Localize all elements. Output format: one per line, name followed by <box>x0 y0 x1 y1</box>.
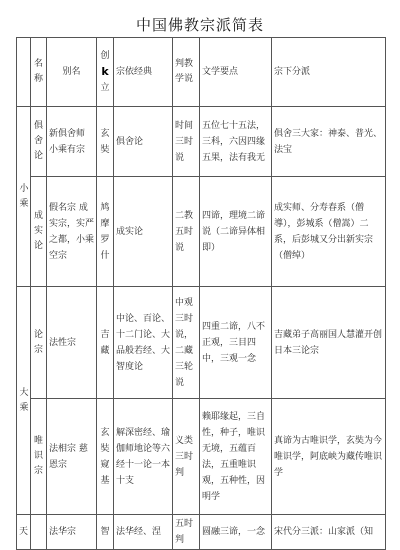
group-tian: 天 <box>17 515 31 550</box>
row-branches: 成实师、分寿春系（僧導），彭城系（僧嵩）二系，后彭城又分出新实宗（僧绰） <box>272 177 386 287</box>
table-row <box>17 287 386 399</box>
row-scripture: 解深密经、瑜伽师地论等六经十一论一本十支 <box>114 399 173 515</box>
row-doctrine: 四重二谛，八不正观，三目四中，三观一念 <box>200 287 272 399</box>
table-row <box>17 399 386 515</box>
header-name: 名称 <box>31 38 47 107</box>
row-name <box>31 515 47 550</box>
row-founder: 玄奘窥基 <box>97 399 114 515</box>
header-founder-k: k <box>101 64 109 78</box>
row-critique: 时间三时说 <box>173 107 200 177</box>
row-branches: 俱舍三大家：神泰、普光、法宝 <box>272 107 386 177</box>
header-founder-top: 创 <box>100 50 110 61</box>
row-name: 成实论 <box>31 177 47 287</box>
group-xiaocheng: 小乘 <box>17 107 31 287</box>
header-doctrine: 文学要点 <box>200 38 272 107</box>
header-critique: 判教学说 <box>173 38 200 107</box>
row-critique: 五时判 <box>173 515 200 550</box>
row-scripture: 俱舍论 <box>114 107 173 177</box>
row-branches: 吉藏弟子高丽国人慧灌开创日本三论宗 <box>272 287 386 399</box>
header-group-blank <box>17 38 31 107</box>
row-alias: 法性宗 <box>47 287 97 399</box>
row-name: 俱舍论 <box>31 107 47 177</box>
header-row <box>17 38 386 107</box>
row-critique: 二教五时说 <box>173 177 200 287</box>
row-alias: 法华宗 <box>47 515 97 550</box>
row-alias: 新俱舍师 小乘有宗 <box>47 107 97 177</box>
row-name: 唯识宗 <box>31 399 47 515</box>
page-title: 中国佛教宗派简表 <box>135 16 264 34</box>
row-founder: 玄奘 <box>97 107 114 177</box>
row-founder: 吉藏 <box>97 287 114 399</box>
row-scripture: 法华经、涅 <box>114 515 173 550</box>
row-name: 论宗 <box>31 287 47 399</box>
row-doctrine: 五位七十五法，三科，六因四缘五果，法有我无 <box>200 107 272 177</box>
row-founder: 鸠摩罗什 <box>97 177 114 287</box>
row-scripture: 中论、百论、十二门论、大品般若经、大智度论 <box>114 287 173 399</box>
buddhism-schools-table <box>16 37 386 550</box>
row-branches: 宋代分三派：山家派（知 <box>272 515 386 550</box>
row-alias: 假名宗 成实宗，实严之都，小乘空宗 <box>47 177 97 287</box>
row-doctrine: 赖耶缘起，三自性，种子，唯识无境，五蕴百法，五重唯识观，五种性，因明学 <box>200 399 272 515</box>
row-alias: 法相宗 慈恩宗 <box>47 399 97 515</box>
table-row <box>17 515 386 550</box>
header-scripture: 宗依经典 <box>114 38 173 107</box>
row-branches: 真谛为古唯识学，玄奘为今唯识学，阿底峡为藏传唯识学 <box>272 399 386 515</box>
row-founder: 智 <box>97 515 114 550</box>
header-alias: 别名 <box>47 38 97 107</box>
group-dacheng: 大乘 <box>17 287 31 515</box>
header-founder-bottom: 立 <box>100 82 110 93</box>
row-doctrine: 四谛，理境二谛说（二谛异体相即） <box>200 177 272 287</box>
table-row <box>17 177 386 287</box>
row-critique: 义类三时判 <box>173 399 200 515</box>
header-founder <box>97 38 114 107</box>
table-row <box>17 107 386 177</box>
header-branches: 宗下分派 <box>272 38 386 107</box>
row-scripture: 成实论 <box>114 177 173 287</box>
row-critique: 中观三时说，二藏三轮说 <box>173 287 200 399</box>
row-doctrine: 圆融三谛，一念 <box>200 515 272 550</box>
